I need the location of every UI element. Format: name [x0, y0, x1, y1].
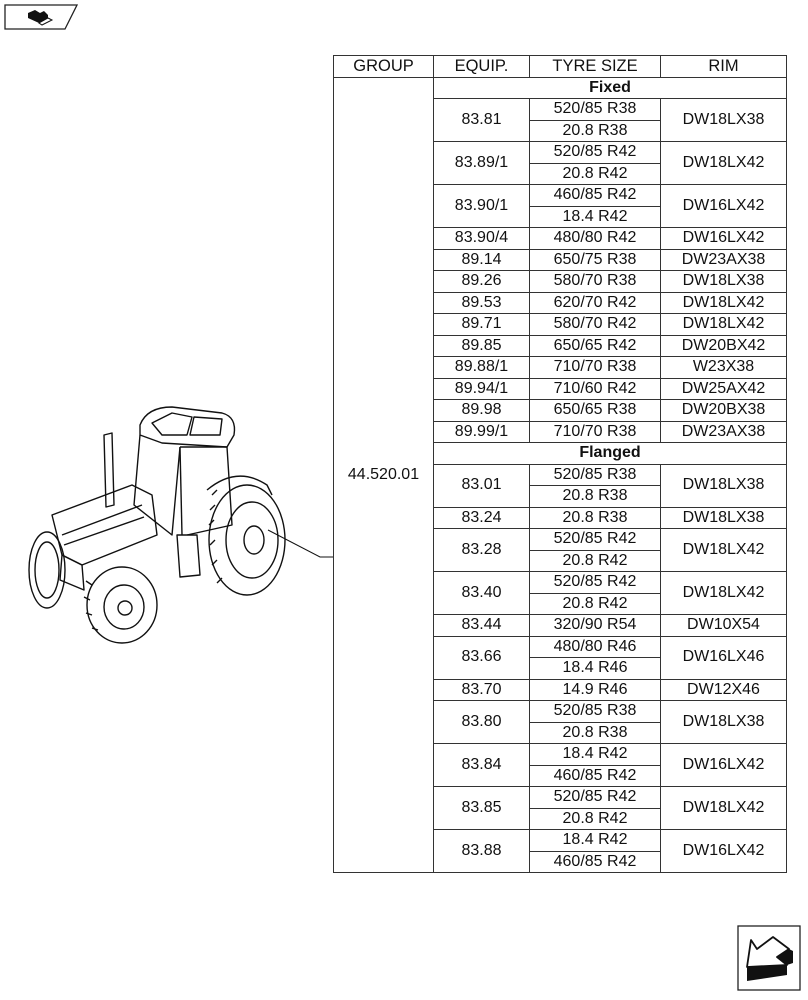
tyre-size-cell: 460/85 R42	[530, 851, 661, 873]
equip-cell: 89.53	[434, 292, 530, 314]
tyre-size-cell: 710/70 R38	[530, 357, 661, 379]
section-row	[334, 77, 787, 99]
rim-cell: DW16LX42	[661, 185, 787, 228]
equip-cell: 83.24	[434, 507, 530, 529]
tyre-size-cell: 520/85 R42	[530, 572, 661, 594]
tyre-size-cell: 18.4 R42	[530, 744, 661, 766]
tyre-size-cell: 18.4 R46	[530, 658, 661, 680]
tyre-size-cell: 20.8 R42	[530, 163, 661, 185]
rim-cell: DW16LX42	[661, 830, 787, 873]
rim-cell: DW16LX42	[661, 744, 787, 787]
equip-cell: 83.80	[434, 701, 530, 744]
rim-cell: DW20BX38	[661, 400, 787, 422]
rim-cell: W23X38	[661, 357, 787, 379]
equip-cell: 89.94/1	[434, 378, 530, 400]
tyre-size-cell: 20.8 R42	[530, 593, 661, 615]
equip-cell: 83.88	[434, 830, 530, 873]
catalog-book-icon[interactable]	[4, 4, 78, 30]
rim-cell: DW18LX42	[661, 529, 787, 572]
tyre-size-cell: 20.8 R38	[530, 722, 661, 744]
rim-cell: DW18LX42	[661, 572, 787, 615]
rim-cell: DW18LX42	[661, 142, 787, 185]
tyre-size-cell: 480/80 R46	[530, 636, 661, 658]
header-rim: RIM	[661, 56, 787, 78]
section-label: Fixed	[434, 77, 787, 99]
tyre-size-cell: 18.4 R42	[530, 830, 661, 852]
tyre-size-cell: 460/85 R42	[530, 765, 661, 787]
tyre-size-cell: 320/90 R54	[530, 615, 661, 637]
equip-cell: 89.99/1	[434, 421, 530, 443]
equip-cell: 83.66	[434, 636, 530, 679]
tyre-size-cell: 520/85 R38	[530, 701, 661, 723]
tyre-size-cell: 20.8 R42	[530, 808, 661, 830]
rim-cell: DW18LX42	[661, 787, 787, 830]
equip-cell: 89.88/1	[434, 357, 530, 379]
equip-cell: 83.70	[434, 679, 530, 701]
tyre-size-cell: 520/85 R38	[530, 464, 661, 486]
tyre-size-cell: 18.4 R42	[530, 206, 661, 228]
tyre-size-cell: 20.8 R38	[530, 486, 661, 508]
tyre-rim-table	[333, 55, 787, 873]
equip-cell: 83.84	[434, 744, 530, 787]
equip-cell: 83.85	[434, 787, 530, 830]
group-cell: 44.520.01	[334, 77, 434, 873]
rim-cell: DW18LX42	[661, 292, 787, 314]
tractor-illustration	[22, 395, 322, 645]
rim-cell: DW16LX46	[661, 636, 787, 679]
header-group: GROUP	[334, 56, 434, 78]
rim-cell: DW18LX38	[661, 99, 787, 142]
equip-cell: 83.40	[434, 572, 530, 615]
tyre-size-cell: 520/85 R42	[530, 529, 661, 551]
table-header-row	[334, 56, 787, 78]
tyre-size-cell: 520/85 R38	[530, 99, 661, 121]
tyre-size-cell: 580/70 R38	[530, 271, 661, 293]
section-label: Flanged	[434, 443, 787, 465]
equip-cell: 89.14	[434, 249, 530, 271]
rim-cell: DW18LX38	[661, 464, 787, 507]
equip-cell: 83.90/1	[434, 185, 530, 228]
rim-cell: DW18LX38	[661, 701, 787, 744]
equip-cell: 83.89/1	[434, 142, 530, 185]
equip-cell: 89.85	[434, 335, 530, 357]
rim-cell: DW18LX38	[661, 507, 787, 529]
tyre-size-cell: 20.8 R42	[530, 550, 661, 572]
tyre-size-cell: 460/85 R42	[530, 185, 661, 207]
equip-cell: 89.26	[434, 271, 530, 293]
equip-cell: 89.71	[434, 314, 530, 336]
tyre-size-cell: 650/65 R42	[530, 335, 661, 357]
equip-cell: 83.01	[434, 464, 530, 507]
rim-cell: DW10X54	[661, 615, 787, 637]
equip-cell: 83.90/4	[434, 228, 530, 250]
header-tyre-size: TYRE SIZE	[530, 56, 661, 78]
tyre-size-cell: 710/60 R42	[530, 378, 661, 400]
header-equip: EQUIP.	[434, 56, 530, 78]
tyre-size-cell: 580/70 R42	[530, 314, 661, 336]
tyre-size-cell: 520/85 R42	[530, 142, 661, 164]
tyre-size-cell: 20.8 R38	[530, 120, 661, 142]
tyre-size-cell: 620/70 R42	[530, 292, 661, 314]
tyre-size-cell: 480/80 R42	[530, 228, 661, 250]
equip-cell: 83.28	[434, 529, 530, 572]
rim-cell: DW25AX42	[661, 378, 787, 400]
equip-cell: 83.81	[434, 99, 530, 142]
previous-page-arrow-icon[interactable]	[737, 925, 801, 991]
rim-cell: DW18LX38	[661, 271, 787, 293]
rim-cell: DW20BX42	[661, 335, 787, 357]
tyre-size-cell: 20.8 R38	[530, 507, 661, 529]
tyre-size-cell: 710/70 R38	[530, 421, 661, 443]
rim-cell: DW23AX38	[661, 249, 787, 271]
rim-cell: DW23AX38	[661, 421, 787, 443]
tyre-size-cell: 650/75 R38	[530, 249, 661, 271]
tyre-size-cell: 650/65 R38	[530, 400, 661, 422]
rim-cell: DW18LX42	[661, 314, 787, 336]
tyre-size-cell: 14.9 R46	[530, 679, 661, 701]
equip-cell: 89.98	[434, 400, 530, 422]
equip-cell: 83.44	[434, 615, 530, 637]
tyre-size-cell: 520/85 R42	[530, 787, 661, 809]
rim-cell: DW16LX42	[661, 228, 787, 250]
rim-cell: DW12X46	[661, 679, 787, 701]
